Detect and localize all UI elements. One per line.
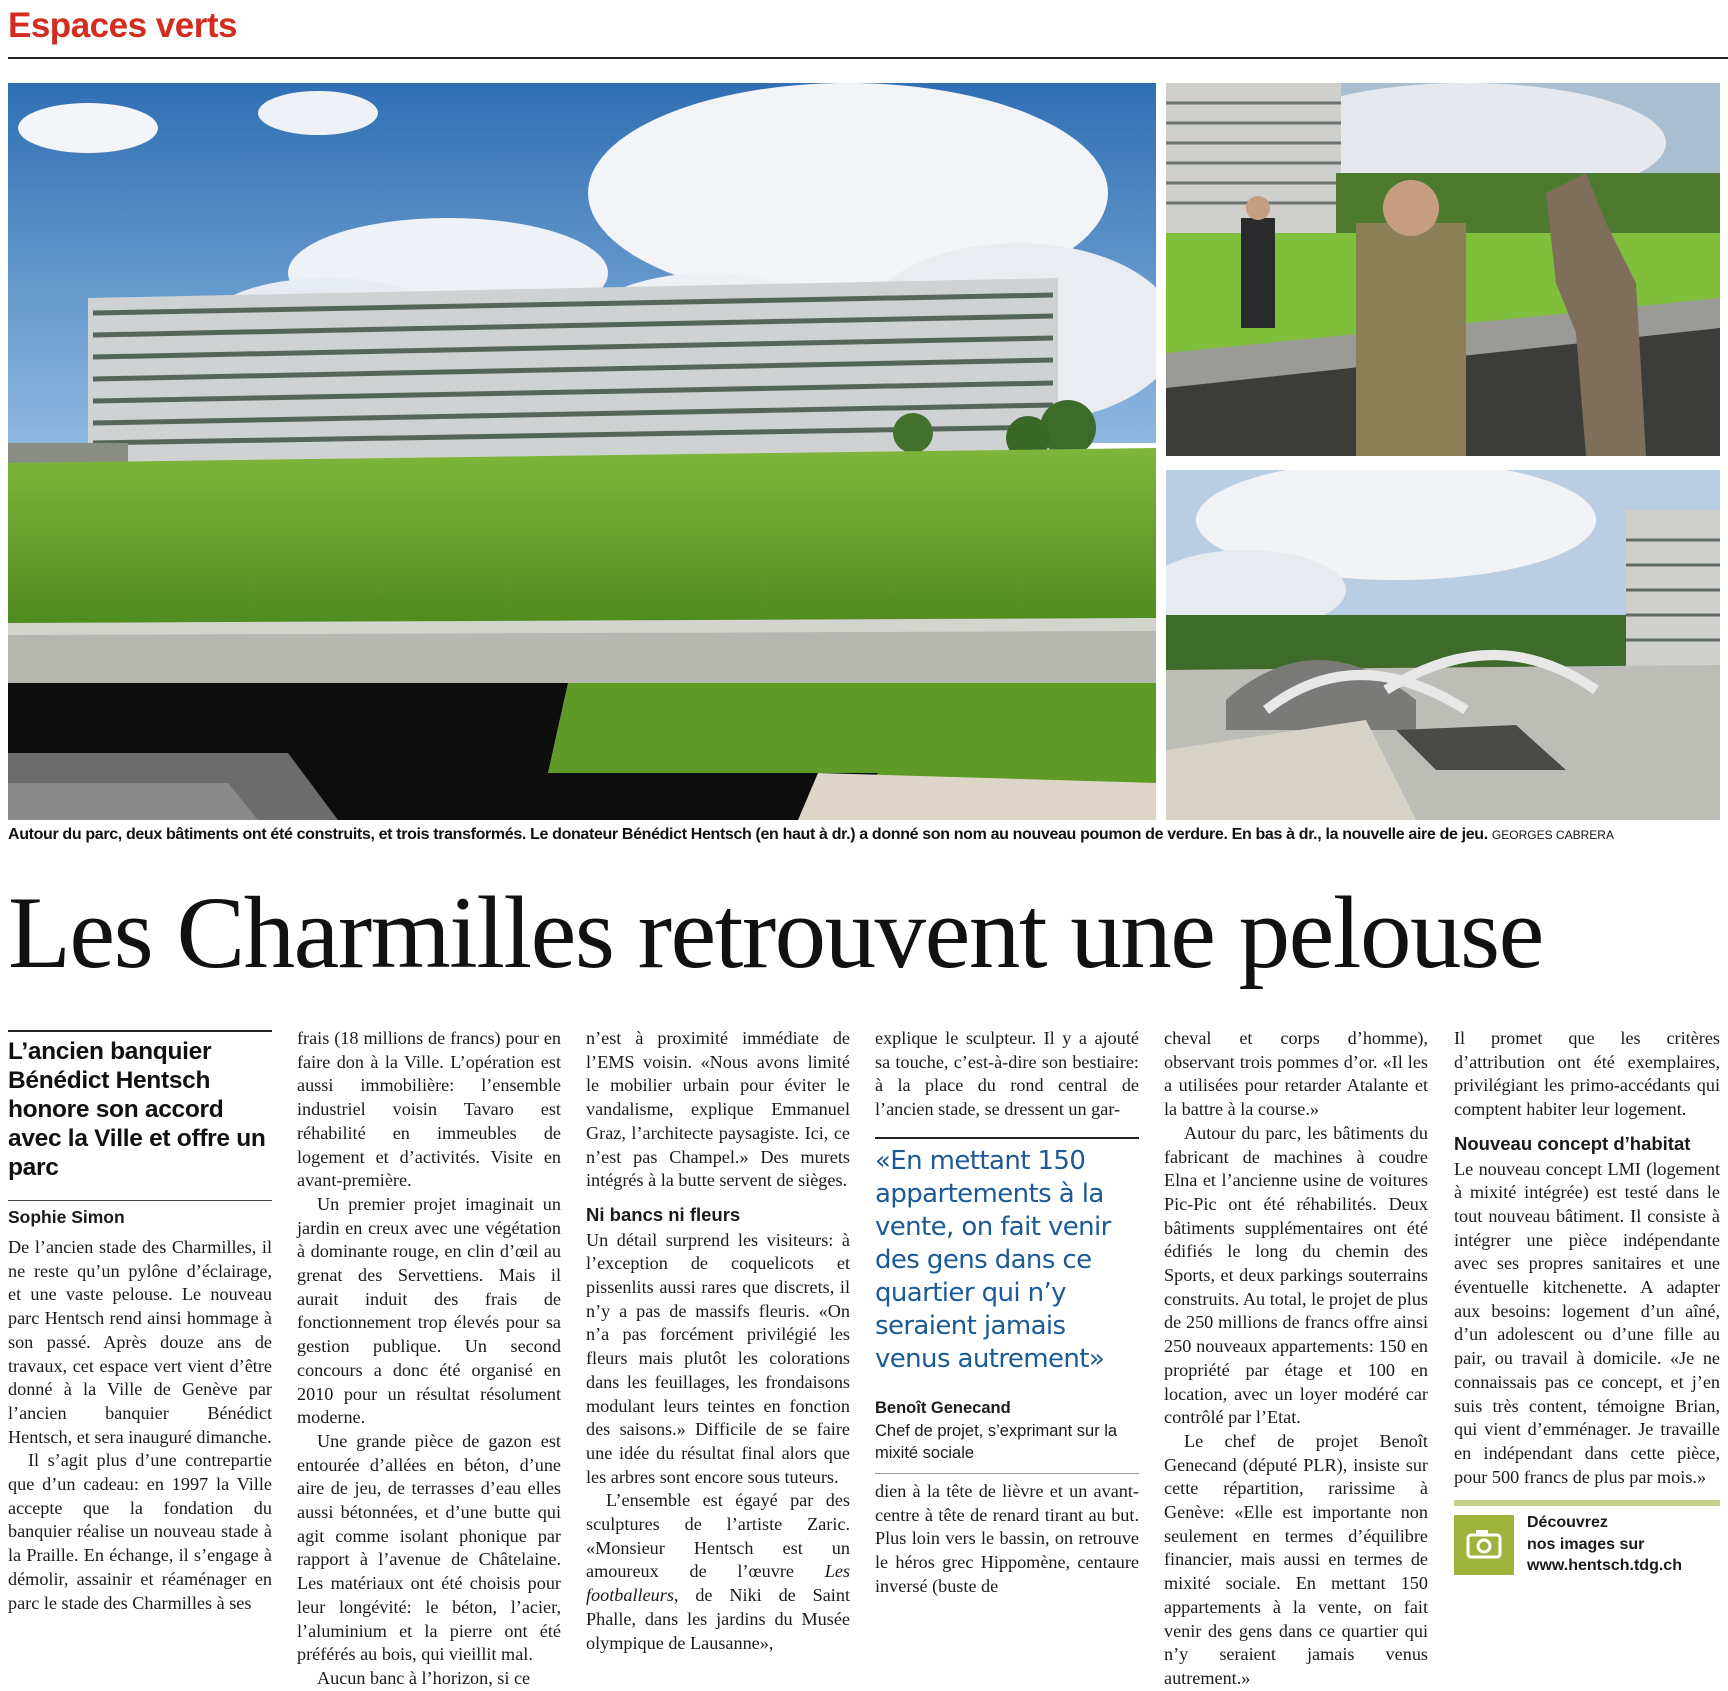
quote-rule bbox=[875, 1137, 1139, 1139]
main-photo bbox=[8, 83, 1156, 820]
paragraph: cheval et corps d’homme), observant trois pommes d’or. «Il les a utilisées pour retarder Atalante et la battre à la course.» bbox=[1164, 1028, 1428, 1120]
paragraph bbox=[586, 1489, 850, 1655]
photo-donor bbox=[1166, 83, 1720, 456]
promo-link[interactable]: www.hentsch.tdg.ch bbox=[1527, 1557, 1682, 1574]
paragraph: Il s’agit plus d’une contrepartie que d’un cadeau: en 1997 la Ville accepte que la fondation du banquier réalise un nouveau stade à la Praille. En échange, il s’engage à démolir, assainir et réaménager en parc le stade des Charmilles à ses bbox=[8, 1450, 272, 1613]
photo-caption bbox=[8, 826, 1720, 844]
section-rubric: Espaces verts bbox=[8, 6, 237, 45]
camera-icon bbox=[1454, 1515, 1514, 1575]
paragraph-text: , de Niki de Saint Phalle, dans les jardins du Musée olympique de Lausanne», bbox=[586, 1585, 850, 1653]
promo-rule bbox=[1454, 1500, 1720, 1506]
quote-bottom-rule bbox=[875, 1473, 1139, 1474]
paragraph: frais (18 millions de francs) pour en faire don à la Ville. L’opération est aussi immobilière: l’ensemble industriel voisin Tavaro est réhabilité en immeubles de logement et d’activités. Visite en avant-première. bbox=[297, 1028, 561, 1191]
promo-line: nos images sur bbox=[1527, 1535, 1645, 1553]
promo-box bbox=[1527, 1512, 1720, 1577]
pull-quote: «En mettant 150 appartements à la vente, on fait venir des gens dans ce quartier qui n’y seraient jamais venus autrement» bbox=[875, 1146, 1111, 1374]
chapo: L’ancien banquier Bénédict Hentsch honore son accord avec la Ville et offre un parc bbox=[8, 1038, 266, 1181]
subheading: Nouveau concept d’habitat bbox=[1454, 1132, 1691, 1154]
paragraph: Il promet que les critères d’attribution ont été exemplaires, privilégiant les primo-accédants qui comptent habiter leur logement. bbox=[1454, 1028, 1720, 1120]
column-4 bbox=[875, 1027, 1139, 1122]
artwork-title: Les footballeurs bbox=[586, 1561, 851, 1606]
column-6 bbox=[1454, 1027, 1720, 1489]
column-2 bbox=[297, 1027, 561, 1691]
column-3 bbox=[586, 1027, 850, 1655]
subheading: Ni bancs ni fleurs bbox=[586, 1203, 741, 1225]
column-5 bbox=[1164, 1027, 1428, 1691]
paragraph: Le nouveau concept LMI (logement à mixité intégrée) est testé dans le tout nouveau bâtiment. Il consiste à intégrer une pièce indépendante avec ses propres sanitaires et une éventuelle kitchenette. A adapter aux besoins: logement d’un aîné, d’un adolescent ou d’une fille au pair, ou travail à domicile. «Je ne connaissais pas ce concept, et j’en suis très content, témoigne Brian, qui vient d’emménager. Je travaille en indépendant dans cette pièce, pour 500 francs de plus par mois.» bbox=[1454, 1158, 1720, 1487]
chapo-rule bbox=[8, 1030, 272, 1032]
paragraph: Un détail surprend les visiteurs: à l’exception de coquelicots et pissenlits aussi rares que discrets, il n’y a pas de massifs fleuris. «On n’a pas forcément privilégié les fleurs mais plutôt les colorations dans les feuillages, les frondaisons modulant leurs teintes en fonction des saisons.» Difficile de se faire une idée du résultat final alors que les arbres sont encore sous tuteurs. bbox=[586, 1229, 850, 1487]
author-rule bbox=[8, 1200, 272, 1201]
quote-author: Benoît Genecand bbox=[875, 1399, 1011, 1417]
byline: Sophie Simon bbox=[8, 1207, 125, 1227]
paragraph: Aucun banc à l’horizon, si ce bbox=[317, 1667, 531, 1688]
paragraph-text: L’ensemble est égayé par des sculptures de l’artiste Zaric. «Monsieur Hentsch est un amoureux de l’œuvre bbox=[586, 1490, 850, 1582]
paragraph: Une grande pièce de gazon est entourée d’allées en béton, d’une aire de jeu, de terrasses d’eau elles aussi bétonnées, et d’une butte qui agit comme isolant phonique par rapport à l’avenue de Châtelaine. Les matériaux ont été choisis pour leur longévité: le béton, l’acier, l’aluminium et la pierre ont été préférés au bois, qui vieillit mal. bbox=[297, 1430, 561, 1665]
photo-playground bbox=[1166, 470, 1720, 820]
paragraph: n’est à proximité immédiate de l’EMS voisin. «Nous avons limité le mobilier urbain pour éviter le vandalisme, explique Emmanuel Graz, l’architecte paysagiste. Ici, ce n’est pas Champel.» Des murets intégrés à la butte servent de sièges. bbox=[586, 1028, 850, 1191]
paragraph: De l’ancien stade des Charmilles, il ne reste qu’un pylône d’éclairage, et une vaste pelouse. Le nouveau parc Hentsch rend ainsi hommage à son passé. Après douze ans de travaux, cet espace vert vient d’être donné à la Ville de Genève par l’ancien banquier Bénédict Hentsch, et sera inauguré dimanche. bbox=[8, 1237, 272, 1447]
paragraph: dien à la tête de lièvre et un avant-centre à tête de renard tirant au but. Plus loin vers le bassin, on retrouve le héros grec Hippomène, centaure inversé (buste de bbox=[875, 1481, 1139, 1596]
paragraph: Autour du parc, les bâtiments du fabricant de machines à coudre Elna et l’ancienne usine de voitures Pic-Pic ont été réhabilités. Deux bâtiments supplémentaires ont été édifiés le long du chemin des Sports, et deux parkings souterrains construits. Au total, le projet de plus de 250 millions de francs offre ainsi 250 nouveaux appartements: 150 en propriété par étage et 100 en location, avec un loyer modéré car contrôlé par l’Etat. bbox=[1164, 1122, 1428, 1428]
headline: Les Charmilles retrouvent une pelouse bbox=[8, 876, 1543, 990]
top-rule bbox=[8, 57, 1728, 59]
quote-author-role: Chef de projet, s’exprimant sur la mixité sociale bbox=[875, 1422, 1118, 1462]
paragraph: Un premier projet imaginait un jardin en creux avec une végétation à dominante rouge, en clin d’œil au grenat des Servettiens. Mais il aurait induit des frais de fonctionnement trop élevés pour sa gestion publique. Un second concours a donc été organisé en 2010 pour un résultat résolument moderne. bbox=[297, 1193, 561, 1428]
paragraph: explique le sculpteur. Il y a ajouté sa touche, c’est-à-dire son bestiaire: à la place du rond central de l’ancien stade, se dressent un gar- bbox=[875, 1028, 1139, 1120]
photo-credit: GEORGES CABRERA bbox=[1491, 828, 1614, 842]
paragraph: Le chef de projet Benoît Genecand (député PLR), insiste sur cette répartition, rarissime à Genève: «Elle est importante non seulement en termes d’équilibre financier, mais aussi en termes de mixité sociale. En mettant 150 appartements à la vente, on fait venir des gens dans ce quartier qui n’y seraient jamais venus autrement.» bbox=[1164, 1430, 1428, 1688]
caption-text: Autour du parc, deux bâtiments ont été construits, et trois transformés. Le donateur Bénédict Hentsch (en haut à dr.) a donné son nom au nouveau poumon de verdure. En bas à dr., la nouvelle aire de jeu. bbox=[8, 826, 1488, 843]
promo-line: Découvrez bbox=[1527, 1514, 1608, 1531]
column-4-continued bbox=[875, 1480, 1139, 1599]
column-1 bbox=[8, 1236, 272, 1615]
